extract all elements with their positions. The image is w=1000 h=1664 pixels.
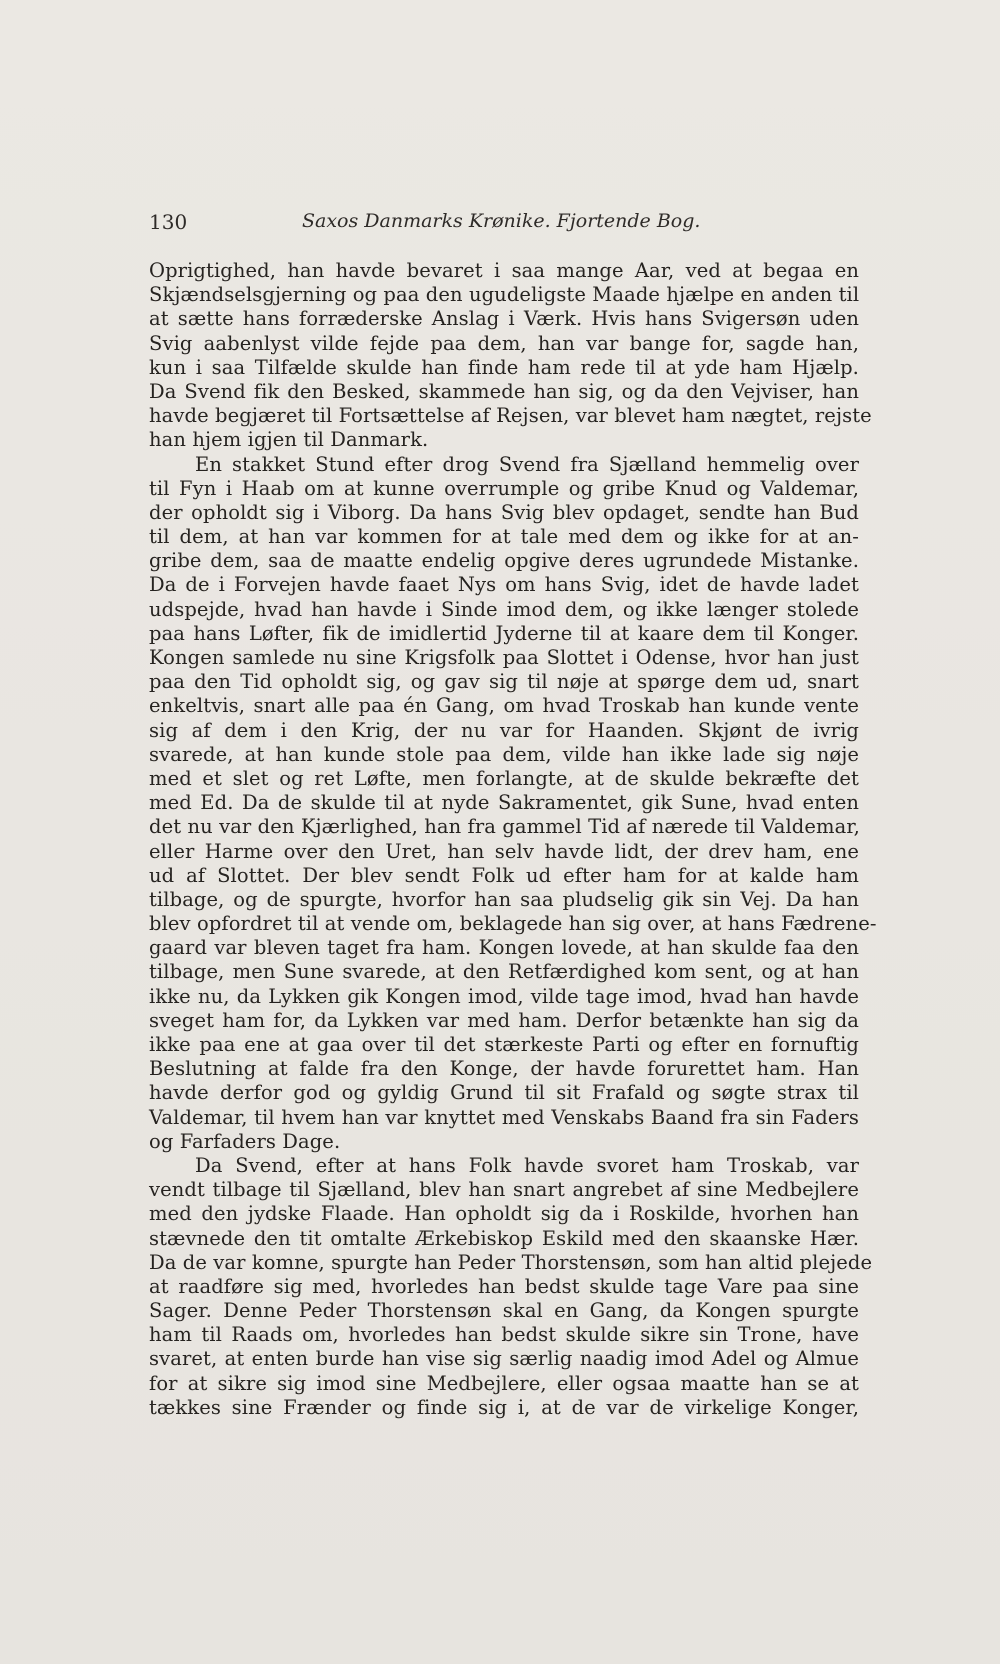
- text-line: havde begjæret til Fortsættelse af Rejsen, var blevet ham nægtet, rejste: [149, 404, 872, 428]
- text-line: ikke paa ene at gaa over til det stærkeste Parti og efter en fornuftig: [149, 1033, 859, 1056]
- text-line: med Ed. Da de skulde til at nyde Sakramentet, gik Sune, hvad enten: [149, 791, 859, 815]
- text-line: at raadføre sig med, hvorledes han bedst skulde tage Vare paa sine: [149, 1274, 859, 1298]
- text-line: med et slet og ret Løfte, men forlangte, at de skulde bekræfte det: [149, 766, 859, 790]
- text-line: svarede, at han kunde stole paa dem, vilde han ikke lade sig nøje: [149, 742, 859, 766]
- text-line: tækkes sine Frænder og finde sig i, at de var de virkelige Konger,: [149, 1395, 859, 1419]
- text-line: med den jydske Flaade. Han opholdt sig da i Roskilde, hvorhen han: [149, 1202, 859, 1226]
- text-line: Da de var komne, spurgte han Peder Thorstensøn, som han altid plejede: [149, 1250, 873, 1274]
- text-line: Valdemar, til hvem han var knyttet med Venskabs Baand fra sin Faders: [149, 1105, 859, 1129]
- text-line: Skjændselsgjerning og paa den ugudeligste Maade hjælpe en anden til: [149, 283, 860, 307]
- text-line: ud af Slottet. Der blev sendt Folk ud efter ham for at kalde ham: [149, 863, 859, 887]
- text-line: kun i saa Tilfælde skulde han finde ham rede til at yde ham Hjælp.: [149, 355, 859, 379]
- text-line: udspejde, hvad han havde i Sinde imod dem, og ikke længer stolede: [149, 597, 859, 621]
- text-line: Sager. Denne Peder Thorstensøn skal en Gang, da Kongen spurgte: [149, 1299, 859, 1323]
- text-line: svaret, at enten burde han vise sig særlig naadig imod Adel og Almue: [149, 1347, 859, 1371]
- text-line: sig af dem i den Krig, der nu var for Haanden. Skjønt de ivrig: [149, 718, 859, 742]
- body-text: [149, 259, 877, 1420]
- page-number: 130: [149, 210, 188, 234]
- text-line: eller Harme over den Uret, han selv havde lidt, der drev ham, ene: [149, 839, 859, 863]
- text-line: ham til Raads om, hvorledes han bedst skulde sikre sin Trone, have: [149, 1323, 859, 1347]
- text-line: at sætte hans forræderske Anslag i Værk. Hvis hans Svigersøn uden: [149, 307, 859, 331]
- text-line: Da Svend, efter at hans Folk havde svoret ham Troskab, var: [195, 1153, 859, 1177]
- text-line: Kongen samlede nu sine Krigsfolk paa Slottet i Odense, hvor han just: [149, 646, 859, 669]
- text-line: paa hans Løfter, fik de imidlertid Jyderne til at kaare dem til Konger.: [149, 621, 859, 645]
- text-line: Da de i Forvejen havde faaet Nys om hans Svig, idet de havde ladet: [149, 573, 859, 597]
- text-line: Oprigtighed, han havde bevaret i saa mange Aar, ved at begaa en: [149, 259, 859, 282]
- text-line: stævnede den tit omtalte Ærkebiskop Eskild med den skaanske Hær.: [149, 1226, 859, 1250]
- text-line: vendt tilbage til Sjælland, blev han snart angrebet af sine Medbejlere: [149, 1178, 859, 1202]
- text-line: tilbage, men Sune svarede, at den Retfærdighed kom sent, og at han: [149, 960, 859, 984]
- text-line: tilbage, og de spurgte, hvorfor han saa pludselig gik sin Vej. Da han: [149, 887, 859, 911]
- text-line: En stakket Stund efter drog Svend fra Sjælland hemmelig over: [195, 452, 859, 476]
- running-head: [149, 210, 859, 240]
- text-line: og Farfaders Dage.: [149, 1129, 341, 1153]
- text-line: Da Svend fik den Besked, skammede han sig, og da den Vejviser, han: [149, 379, 859, 403]
- text-line: for at sikre sig imod sine Medbejlere, eller ogsaa maatte han se at: [149, 1371, 859, 1395]
- text-line: sveget ham for, da Lykken var med ham. Derfor betænkte han sig da: [149, 1008, 859, 1032]
- text-line: til dem, at han var kommen for at tale med dem og ikke for at an-: [149, 525, 859, 549]
- text-line: til Fyn i Haab om at kunne overrumple og gribe Knud og Valdemar,: [149, 476, 859, 500]
- text-line: det nu var den Kjærlighed, han fra gammel Tid af nærede til Valdemar,: [149, 815, 860, 839]
- text-line: blev opfordret til at vende om, beklagede han sig over, at hans Fædrene-: [149, 912, 877, 936]
- text-line: enkeltvis, snart alle paa én Gang, om hvad Troskab han kunde vente: [149, 694, 859, 718]
- text-line: paa den Tid opholdt sig, og gav sig til nøje at spørge dem ud, snart: [149, 670, 859, 694]
- text-line: havde derfor god og gyldig Grund til sit Frafald og søgte strax til: [149, 1081, 859, 1105]
- running-title: Saxos Danmarks Krønike. Fjortende Bog.: [302, 210, 701, 232]
- text-line: gribe dem, saa de maatte endelig opgive deres ugrundede Mistanke.: [149, 549, 859, 573]
- text-line: ikke nu, da Lykken gik Kongen imod, vilde tage imod, hvad han havde: [149, 984, 859, 1008]
- text-line: Svig aabenlyst vilde fejde paa dem, han var bange for, sagde han,: [149, 331, 859, 355]
- text-line: der opholdt sig i Viborg. Da hans Svig blev opdaget, sendte han Bud: [149, 500, 859, 524]
- text-line: Beslutning at falde fra den Konge, der havde forurettet ham. Han: [149, 1057, 859, 1081]
- text-line: han hjem igjen til Danmark.: [149, 428, 429, 452]
- text-line: gaard var bleven taget fra ham. Kongen lovede, at han skulde faa den: [149, 936, 859, 960]
